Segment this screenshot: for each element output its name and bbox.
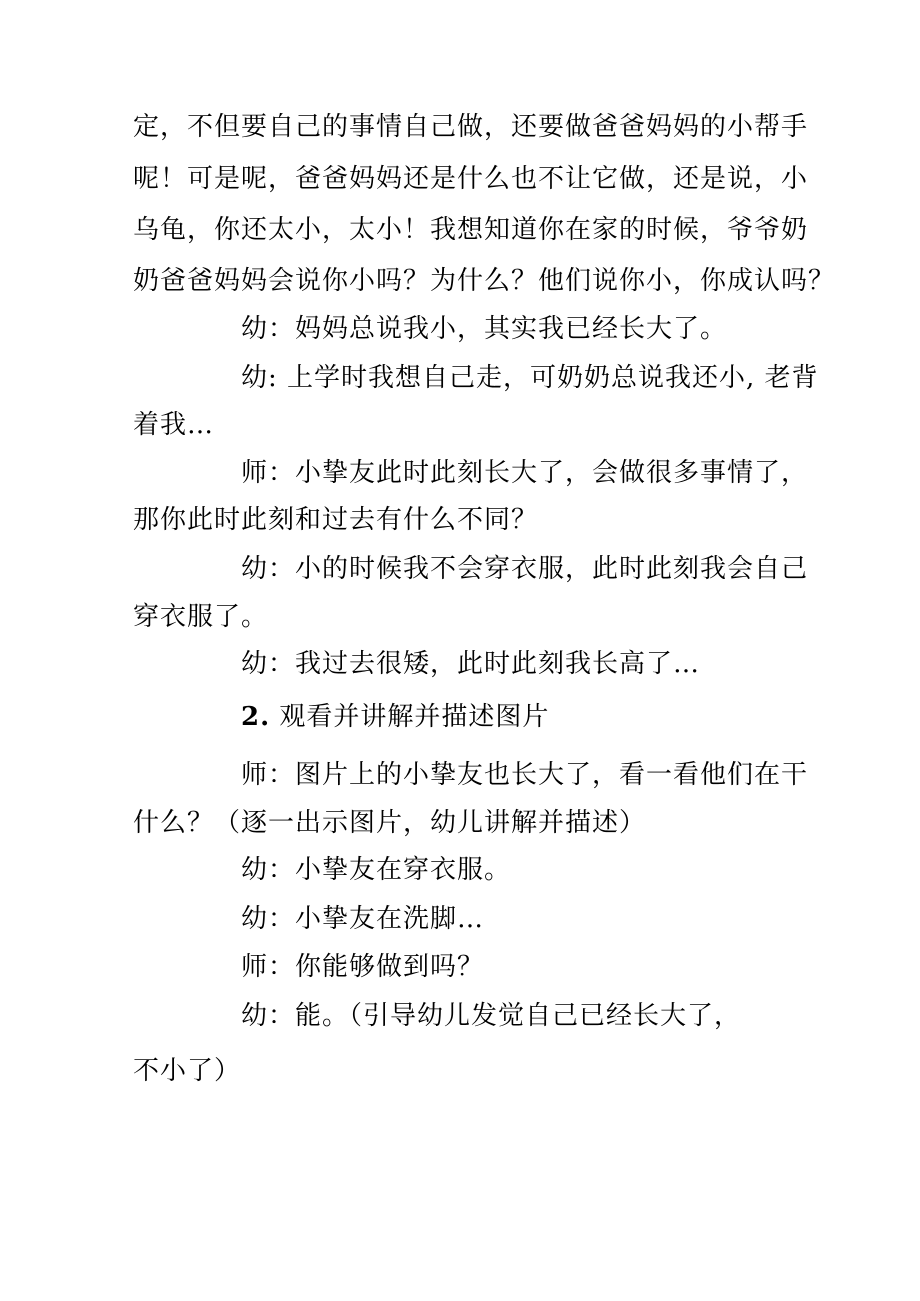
section-heading	[241, 700, 549, 734]
dialogue-line: 幼：小挚友在穿衣服。	[241, 855, 512, 885]
paragraph-line: 定，不但要自己的事情自己做，还要做爸爸妈妈的小帮手	[133, 112, 809, 142]
dialogue-line: 幼：妈妈总说我小，其实我已经长大了。	[241, 314, 728, 344]
dialogue-line: 幼: 上学时我想自己走，可奶奶总说我还小, 老背	[241, 363, 819, 393]
dialogue-continuation: 着我…	[133, 410, 215, 440]
dialogue-continuation: 穿衣服了。	[133, 602, 269, 632]
paragraph-line: 奶爸爸妈妈会说你小吗？为什么？他们说你小，你成认吗？	[133, 266, 836, 296]
dialogue-line: 师：图片上的小挚友也长大了，看一看他们在干	[241, 760, 809, 790]
dialogue-line: 幼：我过去很矮，此时此刻我长高了…	[241, 649, 701, 679]
dialogue-line: 幼：能。（引导幼儿发觉自己已经长大了，	[241, 1001, 742, 1031]
dialogue-continuation: 那你此时此刻和过去有什么不同？	[133, 505, 539, 535]
section-title: 观看并讲解并描述图片	[279, 702, 550, 732]
dialogue-line: 幼：小的时候我不会穿衣服，此时此刻我会自己	[241, 554, 809, 584]
dialogue-continuation: 不小了）	[133, 1056, 242, 1086]
dialogue-line: 幼：小挚友在洗脚…	[241, 904, 485, 934]
section-number: 2.	[241, 702, 271, 732]
dialogue-line: 师：小挚友此时此刻长大了，会做很多事情了，	[241, 458, 809, 488]
paragraph-line: 乌龟，你还太小，太小！我想知道你在家的时候，爷爷奶	[133, 215, 809, 245]
paragraph-line: 呢！可是呢，爸爸妈妈还是什么也不让它做，还是说，小	[133, 164, 809, 194]
dialogue-line: 师：你能够做到吗？	[241, 952, 485, 982]
dialogue-continuation: 什么？（逐一出示图片，幼儿讲解并描述）	[133, 808, 647, 838]
